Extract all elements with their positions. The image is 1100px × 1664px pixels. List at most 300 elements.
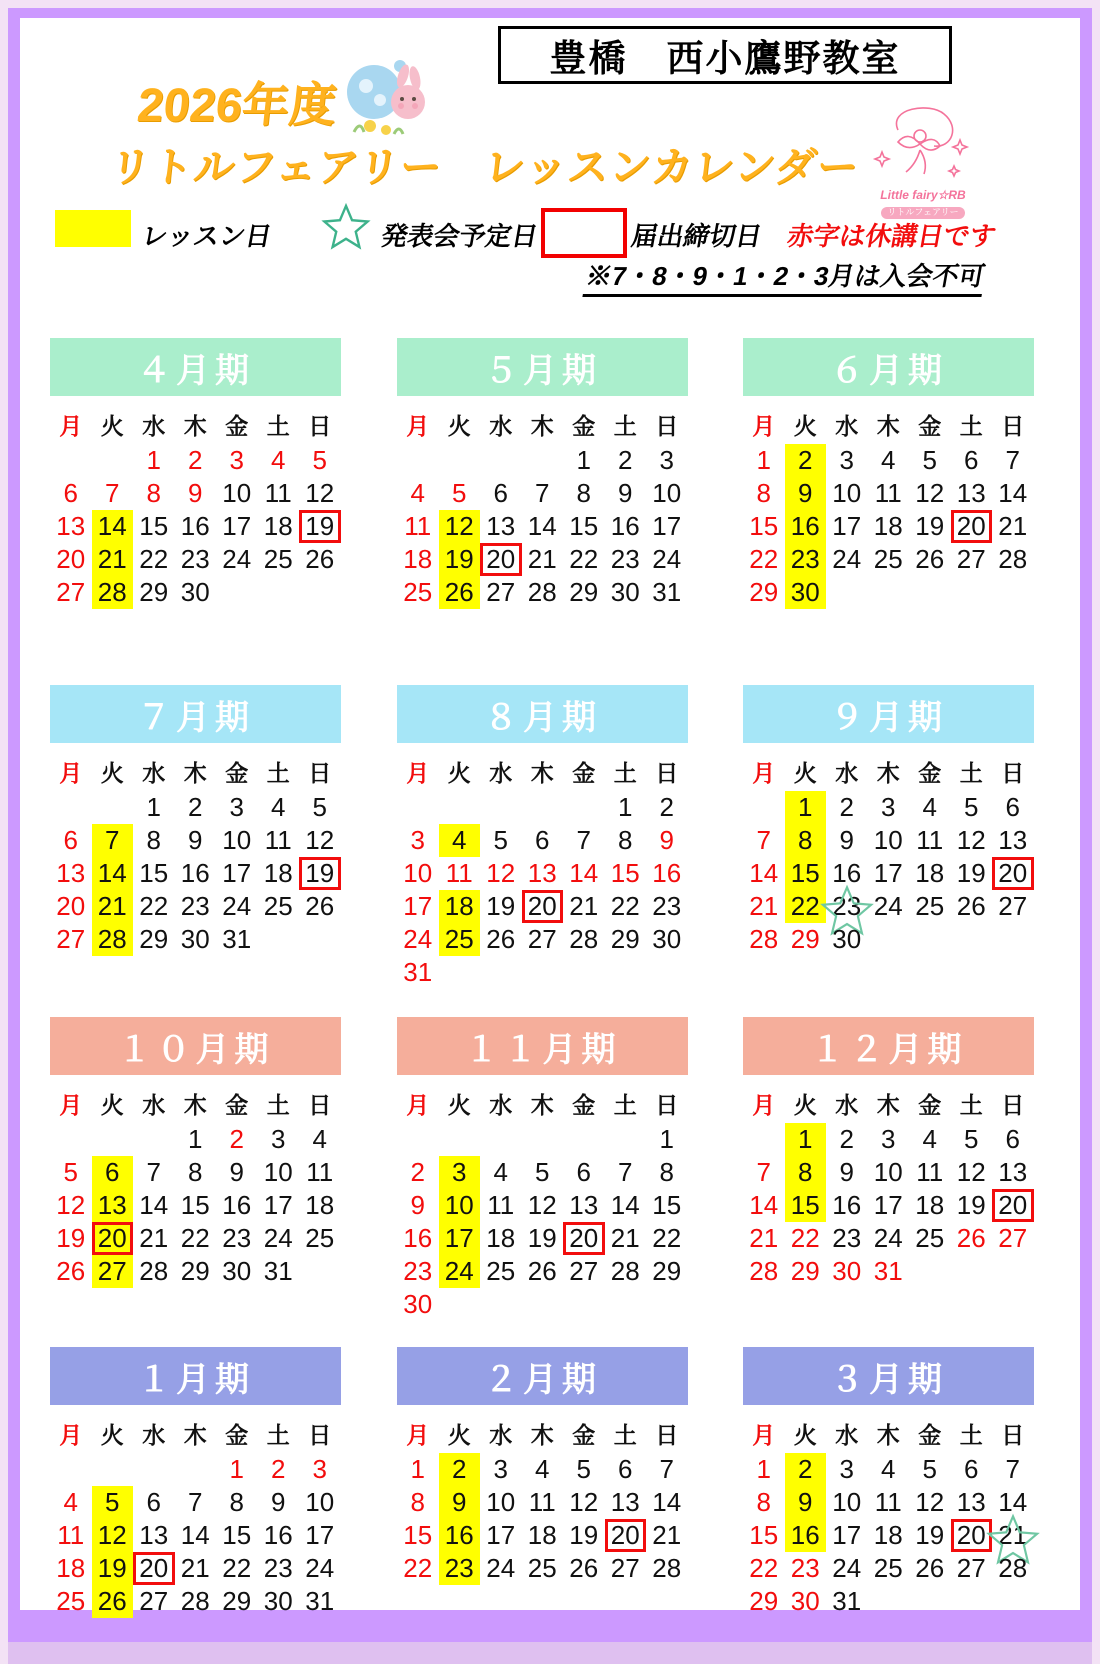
day-cell: 6 [1005, 792, 1020, 822]
day-cell: 1 [756, 445, 771, 475]
weekday-label: 水 [835, 760, 859, 786]
day-cell [522, 956, 564, 989]
day-cell: 28 [527, 577, 557, 607]
day-cell: 5 [493, 825, 508, 855]
day-cell: 17 [873, 1190, 903, 1220]
day-cell: 14 [569, 858, 599, 888]
day-cell [258, 576, 300, 609]
week-row [743, 923, 1034, 956]
day-cell [605, 956, 647, 989]
day-cell: 21 [569, 891, 599, 921]
day-cell: 18 [305, 1190, 335, 1220]
day-cell: 31 [403, 957, 433, 987]
day-cell [522, 1123, 564, 1156]
day-cell: 23 [180, 544, 210, 574]
day-cell: 10 [305, 1487, 335, 1517]
day-cell [480, 956, 522, 989]
day-cell: 4 [312, 1124, 327, 1154]
day-cell [992, 1585, 1034, 1618]
week-row [397, 1222, 688, 1255]
day-cell: 9 [618, 478, 633, 508]
day-cell [951, 1255, 993, 1288]
week-row [50, 444, 341, 477]
weekday-label: 月 [406, 413, 430, 439]
weekday-label: 水 [835, 1422, 859, 1448]
day-cell: 15 [139, 858, 169, 888]
day-cell: 23 [826, 890, 868, 923]
weekday-label: 火 [100, 1092, 124, 1118]
day-cell [951, 576, 993, 609]
day-cell: 28 [92, 576, 134, 609]
day-cell: 6 [964, 1454, 979, 1484]
day-cell: 18 [915, 1190, 945, 1220]
day-cell: 20 [992, 857, 1034, 890]
day-cell: 20 [133, 1552, 175, 1585]
day-cell: 2 [439, 1453, 481, 1486]
month-header: １２月期 [743, 1017, 1034, 1075]
day-cell: 7 [146, 1157, 161, 1187]
day-cell: 31 [832, 1586, 862, 1616]
day-cell: 7 [756, 1157, 771, 1187]
day-cell: 28 [569, 924, 599, 954]
week-row [50, 791, 341, 824]
day-cell: 13 [486, 511, 516, 541]
weekday-label: 木 [530, 1092, 554, 1118]
day-cell: 14 [610, 1190, 640, 1220]
day-cell: 25 [263, 891, 293, 921]
day-cell: 25 [873, 544, 903, 574]
weekday-label: 土 [266, 1422, 290, 1448]
day-cell: 26 [956, 891, 986, 921]
day-cell: 9 [188, 478, 203, 508]
day-cell [868, 1585, 910, 1618]
day-cell: 3 [839, 445, 854, 475]
day-cell: 13 [139, 1520, 169, 1550]
closed-day-note: 赤字は休講日です [785, 221, 999, 251]
weekday-label: 金 [572, 1422, 596, 1448]
day-cell: 2 [839, 1124, 854, 1154]
weekday-label: 金 [225, 1422, 249, 1448]
day-cell: 7 [1005, 445, 1020, 475]
weekday-label: 木 [876, 1422, 900, 1448]
day-cell: 28 [139, 1256, 169, 1286]
day-cell: 9 [410, 1190, 425, 1220]
week-row [50, 1156, 341, 1189]
day-cell [50, 444, 92, 477]
day-cell: 6 [1005, 1124, 1020, 1154]
weekday-label: 火 [100, 1422, 124, 1448]
day-cell: 7 [188, 1487, 203, 1517]
day-cell [605, 1288, 647, 1321]
day-cell [397, 444, 439, 477]
day-cell: 30 [790, 1586, 820, 1616]
day-cell: 16 [652, 858, 682, 888]
day-cell: 30 [832, 1256, 862, 1286]
day-cell: 1 [229, 1454, 244, 1484]
day-cell: 21 [92, 543, 134, 576]
day-cell: 2 [188, 445, 203, 475]
day-cell: 6 [535, 825, 550, 855]
weekday-label: 月 [406, 1422, 430, 1448]
day-cell: 2 [410, 1157, 425, 1187]
day-cell: 28 [92, 923, 134, 956]
day-cell: 20 [56, 544, 86, 574]
week-row [397, 1288, 688, 1321]
day-cell: 28 [610, 1256, 640, 1286]
day-cell: 8 [785, 824, 827, 857]
day-cell: 13 [610, 1487, 640, 1517]
day-cell: 31 [305, 1586, 335, 1616]
weekday-label: 日 [1001, 1092, 1025, 1118]
day-cell: 21 [527, 544, 557, 574]
day-cell: 12 [956, 1157, 986, 1187]
week-row [397, 510, 688, 543]
day-cell: 6 [63, 825, 78, 855]
month-block-12 [743, 1347, 1034, 1618]
day-cell: 27 [486, 577, 516, 607]
day-cell [480, 444, 522, 477]
weekday-label: 日 [655, 1092, 679, 1118]
weekday-label: 金 [225, 1092, 249, 1118]
week-row [743, 824, 1034, 857]
week-row [50, 1189, 341, 1222]
weekday-label: 土 [959, 413, 983, 439]
day-cell: 28 [998, 1553, 1028, 1583]
weekday-label: 水 [489, 1092, 513, 1118]
day-cell [299, 576, 341, 609]
weekday-label: 月 [752, 413, 776, 439]
day-cell [522, 1288, 564, 1321]
weekday-label: 日 [655, 413, 679, 439]
day-cell: 12 [305, 825, 335, 855]
day-cell: 13 [56, 511, 86, 541]
day-cell: 11 [528, 1487, 556, 1517]
day-cell: 29 [610, 924, 640, 954]
day-cell [439, 791, 481, 824]
day-cell: 6 [964, 445, 979, 475]
day-cell: 14 [180, 1520, 210, 1550]
day-cell: 12 [527, 1190, 557, 1220]
day-cell: 3 [493, 1454, 508, 1484]
day-cell: 26 [92, 1585, 134, 1618]
day-cell: 24 [873, 891, 903, 921]
day-cell [951, 923, 993, 956]
day-cell: 3 [881, 1124, 896, 1154]
day-cell: 25 [305, 1223, 335, 1253]
weekday-label: 日 [1001, 413, 1025, 439]
weekday-label: 水 [489, 1422, 513, 1448]
day-cell: 11 [916, 1157, 944, 1187]
day-cell: 19 [527, 1223, 557, 1253]
day-cell: 8 [576, 478, 591, 508]
weekday-label: 日 [308, 413, 332, 439]
day-cell [646, 956, 688, 989]
day-cell: 10 [263, 1157, 293, 1187]
day-cell: 12 [486, 858, 516, 888]
day-cell: 11 [874, 1487, 902, 1517]
day-cell: 3 [659, 445, 674, 475]
day-cell: 27 [956, 1553, 986, 1583]
week-row [743, 510, 1034, 543]
day-cell: 21 [92, 890, 134, 923]
day-cell: 19 [956, 1190, 986, 1220]
day-cell: 9 [839, 1157, 854, 1187]
weekday-label: 金 [572, 760, 596, 786]
day-cell: 29 [749, 1586, 779, 1616]
day-cell: 28 [998, 544, 1028, 574]
week-row [743, 576, 1034, 609]
day-cell: 1 [756, 1454, 771, 1484]
day-cell [216, 576, 258, 609]
day-cell: 5 [576, 1454, 591, 1484]
day-cell: 31 [652, 577, 682, 607]
week-row [743, 1189, 1034, 1222]
day-cell: 28 [749, 924, 779, 954]
weekday-label: 木 [530, 413, 554, 439]
day-cell: 29 [790, 1256, 820, 1286]
weekday-label: 日 [308, 1092, 332, 1118]
day-cell: 14 [998, 1487, 1028, 1517]
week-row [397, 1123, 688, 1156]
week-row [50, 857, 341, 890]
day-cell: 1 [410, 1454, 425, 1484]
day-cell: 23 [403, 1256, 433, 1286]
day-cell: 30 [222, 1256, 252, 1286]
day-cell [743, 791, 785, 824]
day-cell [909, 923, 951, 956]
day-cell: 29 [790, 924, 820, 954]
day-cell: 22 [749, 544, 779, 574]
day-cell: 21 [749, 891, 779, 921]
week-row [50, 890, 341, 923]
weekday-label: 月 [406, 1092, 430, 1118]
day-cell: 7 [756, 825, 771, 855]
day-cell: 20 [56, 891, 86, 921]
day-cell: 1 [785, 1123, 827, 1156]
week-row [397, 824, 688, 857]
day-cell: 7 [576, 825, 591, 855]
weekday-label: 金 [918, 1092, 942, 1118]
deadline-day-label: 届出締切日 [629, 221, 765, 251]
day-cell: 4 [493, 1157, 508, 1187]
day-cell: 9 [659, 825, 674, 855]
month-block-11 [397, 1347, 688, 1585]
day-cell: 19 [439, 543, 481, 576]
month-header: １１月期 [397, 1017, 688, 1075]
day-cell: 12 [92, 1519, 134, 1552]
day-cell: 2 [785, 1453, 827, 1486]
day-cell [909, 576, 951, 609]
day-cell: 13 [998, 1157, 1028, 1187]
weekday-label: 火 [793, 1422, 817, 1448]
day-cell: 29 [652, 1256, 682, 1286]
day-cell: 25 [915, 891, 945, 921]
day-cell: 15 [785, 1189, 827, 1222]
weekday-label: 火 [447, 1422, 471, 1448]
day-cell [563, 1288, 605, 1321]
day-cell [743, 1123, 785, 1156]
day-cell: 22 [139, 891, 169, 921]
day-cell: 2 [659, 792, 674, 822]
day-cell: 20 [951, 1519, 993, 1552]
day-cell: 26 [569, 1553, 599, 1583]
weekday-label: 金 [572, 413, 596, 439]
day-cell: 1 [146, 445, 161, 475]
day-cell: 22 [403, 1553, 433, 1583]
day-cell [646, 1288, 688, 1321]
day-cell: 10 [403, 858, 433, 888]
day-cell [826, 576, 868, 609]
week-row [743, 791, 1034, 824]
day-cell: 14 [92, 510, 134, 543]
day-cell: 28 [749, 1256, 779, 1286]
day-cell: 29 [180, 1256, 210, 1286]
month-header: ６月期 [743, 338, 1034, 396]
weekday-label: 火 [447, 413, 471, 439]
day-cell: 27 [998, 891, 1028, 921]
day-cell: 7 [105, 478, 120, 508]
day-cell: 10 [222, 825, 252, 855]
day-cell: 7 [535, 478, 550, 508]
day-cell: 10 [873, 1157, 903, 1187]
day-cell: 3 [439, 1156, 481, 1189]
day-cell [868, 923, 910, 956]
day-cell: 1 [785, 791, 827, 824]
weekday-label: 水 [142, 1092, 166, 1118]
day-cell: 17 [652, 511, 682, 541]
weekday-row [743, 755, 1034, 791]
day-cell: 1 [188, 1124, 203, 1154]
week-row [397, 923, 688, 956]
week-row [743, 1156, 1034, 1189]
day-cell: 1 [576, 445, 591, 475]
day-cell: 11 [874, 478, 902, 508]
day-cell: 16 [785, 510, 827, 543]
day-cell: 18 [873, 511, 903, 541]
day-cell: 16 [403, 1223, 433, 1253]
weekday-label: 土 [613, 760, 637, 786]
day-cell: 5 [63, 1157, 78, 1187]
day-cell: 6 [92, 1156, 134, 1189]
day-cell [439, 1288, 481, 1321]
weekday-row [743, 408, 1034, 444]
day-cell: 16 [180, 511, 210, 541]
day-cell: 30 [832, 924, 862, 954]
day-cell: 4 [271, 792, 286, 822]
day-cell: 24 [873, 1223, 903, 1253]
day-cell: 16 [180, 858, 210, 888]
day-cell: 11 [916, 825, 944, 855]
day-cell: 4 [881, 445, 896, 475]
weekday-row [397, 1417, 688, 1453]
day-cell [522, 791, 564, 824]
weekday-label: 土 [959, 1422, 983, 1448]
weekday-label: 日 [655, 1422, 679, 1448]
day-cell: 25 [527, 1553, 557, 1583]
weekday-row [397, 755, 688, 791]
week-row [50, 1585, 341, 1618]
day-cell: 14 [139, 1190, 169, 1220]
day-cell [868, 576, 910, 609]
day-cell: 8 [410, 1487, 425, 1517]
day-cell: 10 [486, 1487, 516, 1517]
day-cell: 13 [956, 1487, 986, 1517]
day-cell: 17 [263, 1190, 293, 1220]
month-header: ８月期 [397, 685, 688, 743]
day-cell [258, 923, 300, 956]
day-cell: 15 [652, 1190, 682, 1220]
day-cell: 8 [756, 1487, 771, 1517]
day-cell: 27 [56, 924, 86, 954]
day-cell: 26 [527, 1256, 557, 1286]
weekday-label: 金 [225, 413, 249, 439]
day-cell: 12 [305, 478, 335, 508]
weekday-label: 金 [918, 760, 942, 786]
day-cell: 5 [312, 445, 327, 475]
day-cell: 2 [785, 444, 827, 477]
weekday-row [50, 1087, 341, 1123]
weekday-label: 土 [613, 1092, 637, 1118]
day-cell: 18 [873, 1520, 903, 1550]
weekday-label: 金 [572, 1092, 596, 1118]
day-cell: 17 [873, 858, 903, 888]
day-cell: 21 [610, 1223, 640, 1253]
day-cell: 10 [222, 478, 252, 508]
day-cell: 15 [785, 857, 827, 890]
day-cell: 10 [439, 1189, 481, 1222]
week-row [397, 890, 688, 923]
day-cell: 26 [956, 1223, 986, 1253]
day-cell: 11 [487, 1190, 515, 1220]
day-cell: 8 [618, 825, 633, 855]
day-cell: 29 [749, 577, 779, 607]
day-cell: 25 [486, 1256, 516, 1286]
day-cell: 8 [188, 1157, 203, 1187]
week-row [50, 510, 341, 543]
day-cell: 25 [403, 577, 433, 607]
day-cell [992, 923, 1034, 956]
month-header: １０月期 [50, 1017, 341, 1075]
day-cell: 14 [749, 858, 779, 888]
weekday-label: 木 [876, 413, 900, 439]
month-header: ５月期 [397, 338, 688, 396]
day-cell: 19 [915, 511, 945, 541]
day-cell: 27 [610, 1553, 640, 1583]
week-row [397, 543, 688, 576]
day-cell: 14 [92, 857, 134, 890]
weekday-row [397, 408, 688, 444]
week-row [50, 1519, 341, 1552]
day-cell: 22 [180, 1223, 210, 1253]
week-row [743, 1585, 1034, 1618]
day-cell: 21 [992, 1519, 1034, 1552]
day-cell: 3 [410, 825, 425, 855]
week-row [743, 1486, 1034, 1519]
day-cell [92, 1453, 134, 1486]
weekday-label: 日 [1001, 760, 1025, 786]
day-cell [992, 576, 1034, 609]
weekday-label: 水 [489, 413, 513, 439]
day-cell: 18 [403, 544, 433, 574]
day-cell [439, 444, 481, 477]
day-cell: 9 [271, 1487, 286, 1517]
day-cell: 17 [305, 1520, 335, 1550]
day-cell: 30 [403, 1289, 433, 1319]
month-header: ２月期 [397, 1347, 688, 1405]
day-cell [605, 1123, 647, 1156]
day-cell: 8 [229, 1487, 244, 1517]
day-cell: 15 [222, 1520, 252, 1550]
